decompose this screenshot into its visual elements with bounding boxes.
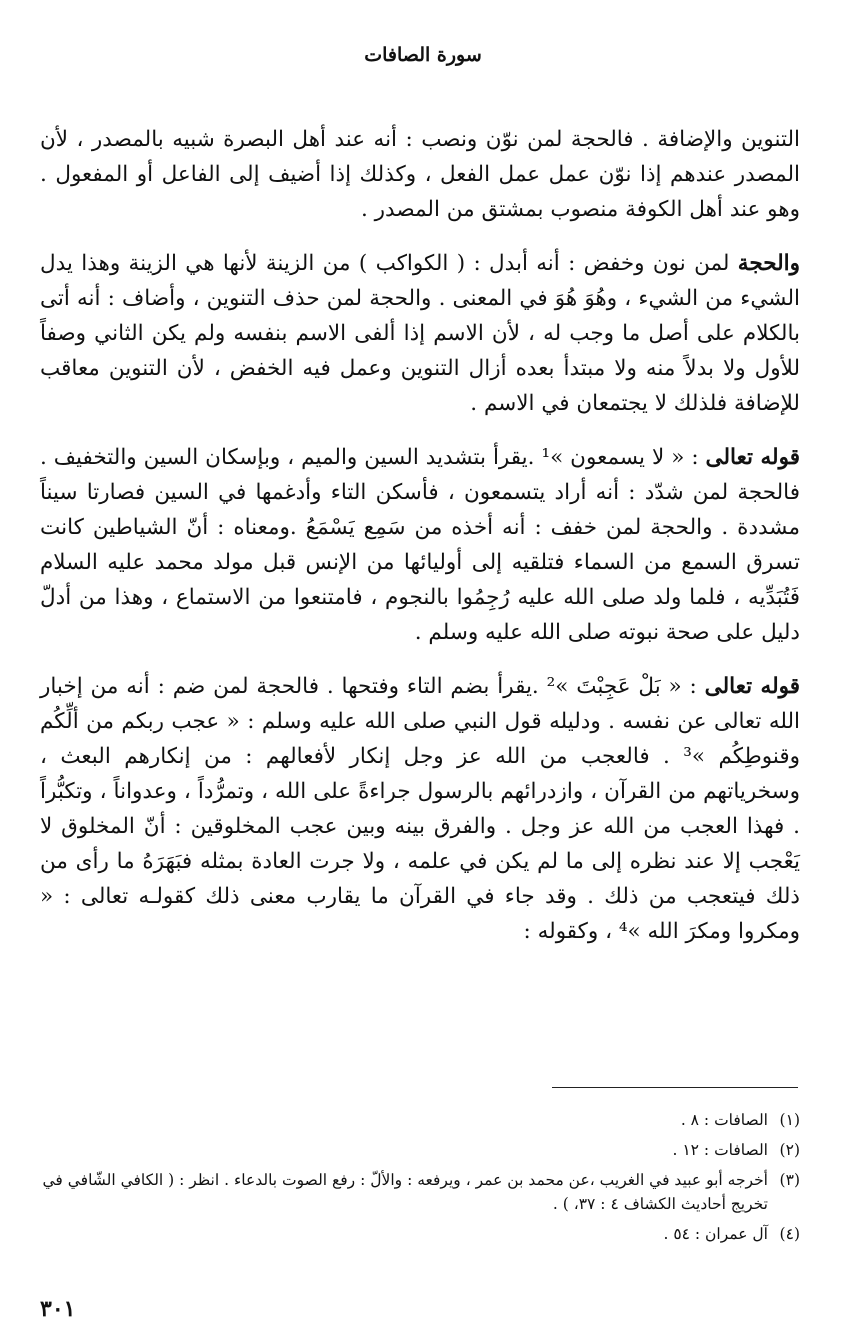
- paragraph-4: [40, 669, 800, 949]
- footnote-4: [40, 1222, 800, 1246]
- footnote-divider: [552, 1087, 798, 1088]
- paragraph-body: : « لا يسمعون »¹ .يقرأ بتشديد السين والميم ، وبإسكان السين والتخفيف . فالحجة لمن شدّد : أنه أراد يتسمعون ، فأسكن التاء وأدغمها في السين فصارتا سيناً مشددة . والحجة لمن خفف : أنه أخذه من سَمِع يَسْمَعُ .ومعناه : أنّ الشياطين كانت تسرق السمع من السماء فتلقيه إلى أوليائها من الإنس قبل مولد محمد عليه السلام فَتُبَدِّيه ، فلما ولد صلى الله عليه رُجِمُوا بالنجوم ، فامتنعوا من الاستماع ، وهذا من أدلّ دليل على صحة نبوته صلى الله عليه وسلم .: [40, 445, 800, 645]
- paragraph-body: التنوين والإضافة . فالحجة لمن نوّن ونصب : أنه عند أهل البصرة شبيه بالمصدر ، لأن المصدر عندهم إذا نوّن عمل عمل الفعل ، وكذلك إذا أضيف إلى الفاعل أو المفعول . وهو عند أهل الكوفة منصوب بمشتق من المصدر .: [40, 127, 800, 222]
- footnote-2: [40, 1138, 800, 1162]
- paragraph-2: [40, 246, 800, 421]
- running-title: سورة الصافات: [364, 44, 482, 66]
- footnote-number: (٣): [779, 1171, 800, 1189]
- paragraph-lead: والحجة: [737, 251, 800, 276]
- footnote-text: آل عمران : ٥٤ .: [663, 1225, 768, 1243]
- footnotes: [40, 1108, 800, 1252]
- paragraph-3: [40, 440, 800, 650]
- paragraph-lead: قوله تعالى: [704, 674, 801, 699]
- footnote-number: (٤): [779, 1225, 800, 1243]
- paragraph-lead: قوله تعالى: [705, 445, 800, 470]
- footnote-text: الصافات : ١٢ .: [672, 1141, 768, 1159]
- footnote-text: أخرجه أبو عبيد في الغريب ،عن محمد بن عمر ، ويرفعه : والألّ : رفع الصوت بالدعاء . انظر : ( الكافي الشّافي في تخريج أحاديث الكشاف ٤ : ٣٧، ) .: [42, 1171, 768, 1213]
- paragraph-body: لمن نون وخفض : أنه أبدل : ( الكواكب ) من الزينة لأنها هي الزينة وهذا يدل الشيء من الشيء ، وهُوَ هُوَ في المعنى . والحجة لمن حذف التنوين ، وأضاف : أنه أتى بالكلام على أصل ما وجب له ، لأن الاسم إذا ألفى الاسم بنفسه ولم يكن الثاني وصفاً للأول ولا بدلاً منه ولا مبتدأ بعده أزال التنوين وعمل فيه الخفض ، لأن التنوين معاقب للإضافة فلذلك لا يجتمعان في الاسم .: [40, 251, 800, 416]
- footnote-3: [40, 1168, 800, 1216]
- footnote-number: (١): [779, 1111, 800, 1129]
- footnote-text: الصافات : ٨ .: [680, 1111, 768, 1129]
- paragraph-body: : « بَلْ عَجِبْتَ »² .يقرأ بضم التاء وفتحها . فالحجة لمن ضم : أنه من إخبار الله تعالى عن نفسه . ودليله قول النبي صلى الله عليه وسلم : « عجب ربكم من ألِّكُم وقنوطِكُم »³ . فالعجب من الله عز وجل إنكار لأفعالهم : من إنكارهم البعث ، وسخرياتهم من القرآن ، وازدرائهم بالرسول جراءةً على الله ، وتمرُّداً ، وعدواناً ، وتكبُّراً . فهذا العجب من الله عز وجل . والفرق بينه وبين عجب المخلوقين : أنّ المخلوق لا يَعْجب إلا عند نظره إلى ما لم يكن في علمه ، ولا جرت العادة بمثله فبَهَرَهُ ما رأى من ذلك فيتعجب من ذلك . وقد جاء في القرآن ما يقارب معنى ذلك كقولـه تعالى : « ومكروا ومكرَ الله »⁴ ، وكقوله :: [40, 674, 800, 944]
- paragraph-1: [40, 122, 800, 227]
- footnote-1: [40, 1108, 800, 1132]
- footnote-number: (٢): [779, 1141, 800, 1159]
- main-text: [40, 122, 800, 968]
- page-number: ٣٠١: [40, 1296, 76, 1322]
